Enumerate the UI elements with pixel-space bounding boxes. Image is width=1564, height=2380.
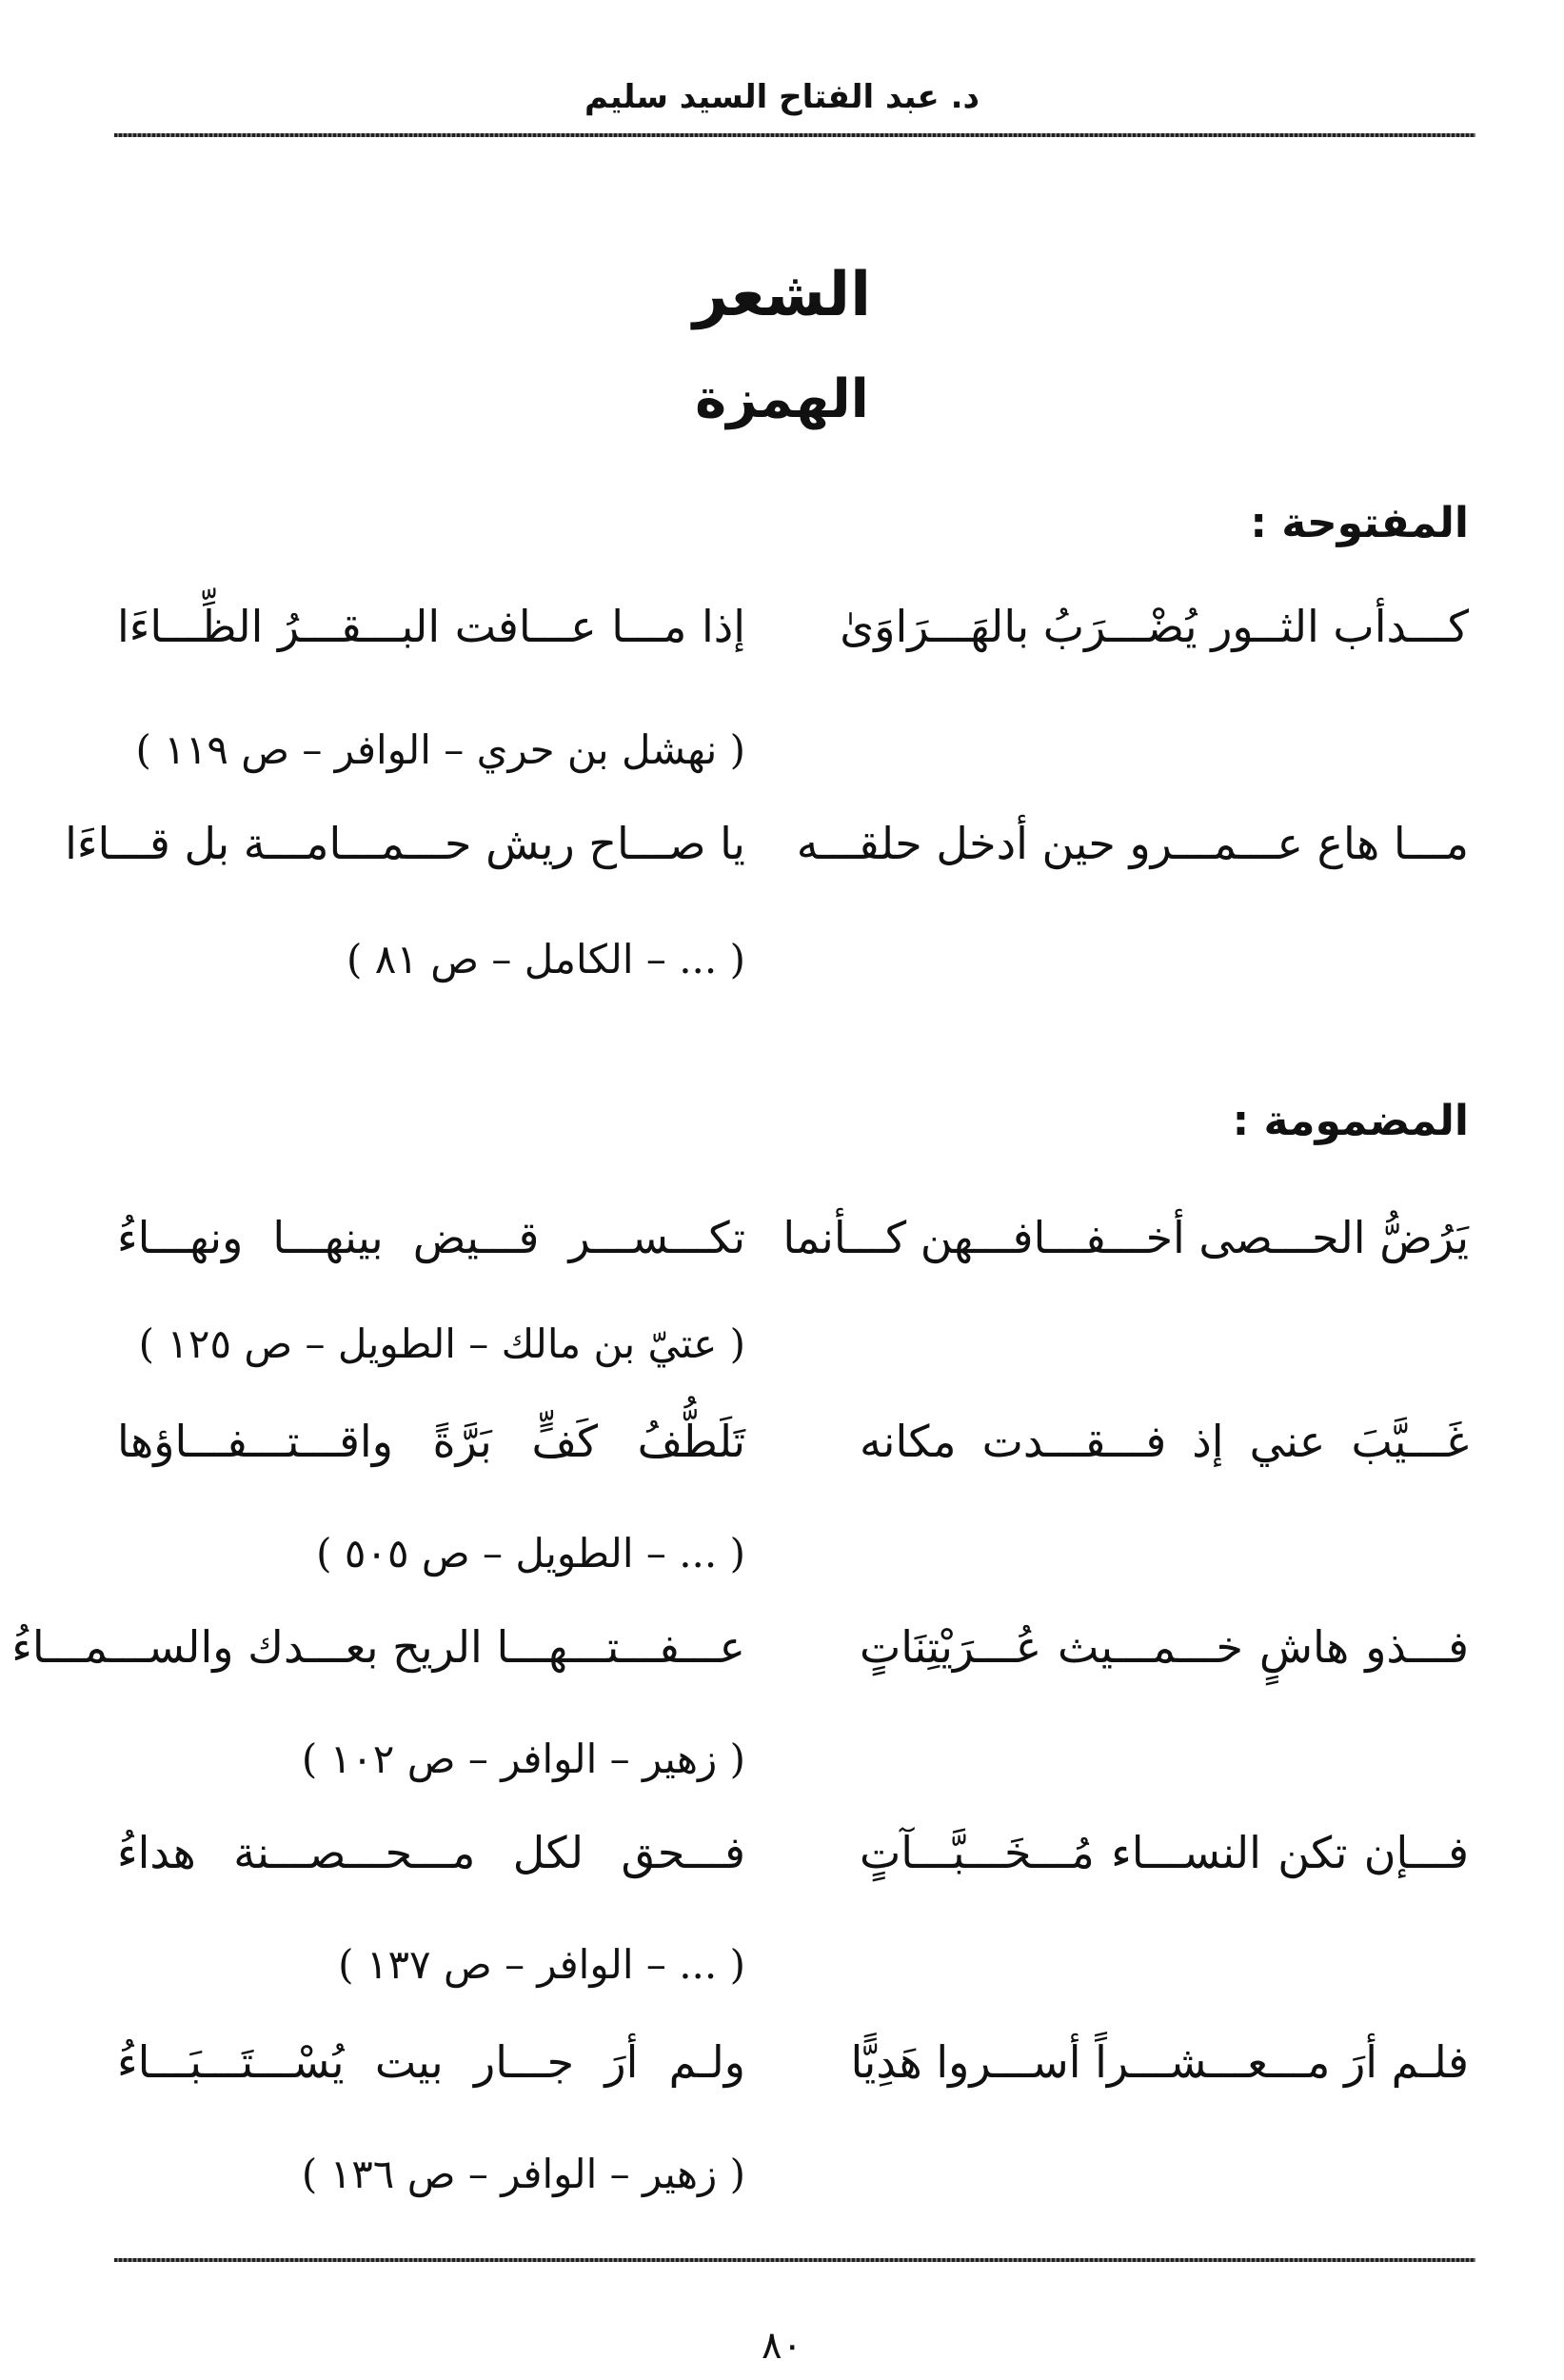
- verse-first-hemistich: مـــا هاع عـــمـــرو حين أدخل حلقـــه: [796, 818, 1469, 869]
- verse-second-hemistich: عـــفـــتـــهـــا الريح بعـــدك والســـمـــاءُ: [11, 1621, 745, 1673]
- verse-second-hemistich: ولـم أرَ جـــار بيت يُسْـــتَـــبَـــاءُ: [117, 2036, 745, 2088]
- verse-line: [0, 598, 1564, 655]
- verse-first-hemistich: فـــذو هاشٍ خـــمـــيث عُـــرَيْتِنَاتٍ: [860, 1621, 1469, 1673]
- verse-source: ( نهشل بن حري – الوافر – ص ١١٩ ): [135, 726, 745, 773]
- verse-first-hemistich: يَرُضُّ الحـــصى أخـــفـــافـــهن كـــأنما: [782, 1212, 1469, 1263]
- verse-source: ( عتيّ بن مالك – الطويل – ص ١٢٥ ): [138, 1320, 745, 1367]
- verse-line: [0, 1824, 1564, 1881]
- verse-line: [0, 1209, 1564, 1266]
- verse-second-hemistich: تكـــســـر قـــيض بينهـــا ونهـــاءُ: [117, 1212, 745, 1263]
- verse-source: ( زهير – الوافر – ص ١٠٢ ): [301, 1735, 745, 1782]
- verse-source: ( ... – الطويل – ص ٥٠٥ ): [316, 1530, 745, 1577]
- running-header: د. عبد الفتاح السيد سليم: [584, 78, 980, 116]
- verse-second-hemistich: يا صـــاح ريش حـــمـــامـــة بل قـــاءَا: [65, 818, 745, 869]
- chapter-title: الشعر: [692, 260, 872, 330]
- verse-line: [0, 1413, 1564, 1470]
- verse-line: [0, 2033, 1564, 2091]
- header-rule: [114, 133, 1475, 137]
- verse-source: ( زهير – الوافر – ص ١٣٦ ): [301, 2151, 745, 2197]
- verse-second-hemistich: فـــحق لكل مـــحـــصـــنة هداءُ: [117, 1827, 745, 1878]
- page-number: ٨٠: [762, 2324, 802, 2368]
- verse-first-hemistich: فـــإن تكن النســـاء مُـــخَـــبَّـــآتٍ: [860, 1827, 1469, 1878]
- verse-second-hemistich: تَلَطُّفُ كَفٍّ بَرَّةً واقـــتـــفـــاؤها: [117, 1416, 745, 1467]
- verse-source: ( ... – الوافر – ص ١٣٧ ): [338, 1941, 745, 1988]
- verse-source: ( ... – الكامل – ص ٨١ ): [346, 936, 745, 982]
- footer-rule: [114, 2258, 1475, 2262]
- verse-first-hemistich: فلـم أرَ مـــعـــشـــراً أســـروا هَدِيًّا: [850, 2036, 1469, 2088]
- section-label-maftuha: المفتوحة :: [1250, 499, 1469, 547]
- verse-first-hemistich: كـــدأب الثــور يُضْـــرَبُ بالهَـــرَاوَىٰ: [840, 601, 1469, 652]
- verse-second-hemistich: إذا مـــا عـــافت البـــقـــرُ الظِّـــاءَا: [117, 601, 745, 652]
- verse-first-hemistich: غَـــيَّبَ عني إذ فـــقـــدت مكانه: [860, 1416, 1469, 1467]
- section-label-madmuma: المضمومة :: [1232, 1097, 1469, 1145]
- section-title: الهمزة: [695, 368, 869, 430]
- verse-line: [0, 1618, 1564, 1676]
- verse-line: [0, 815, 1564, 872]
